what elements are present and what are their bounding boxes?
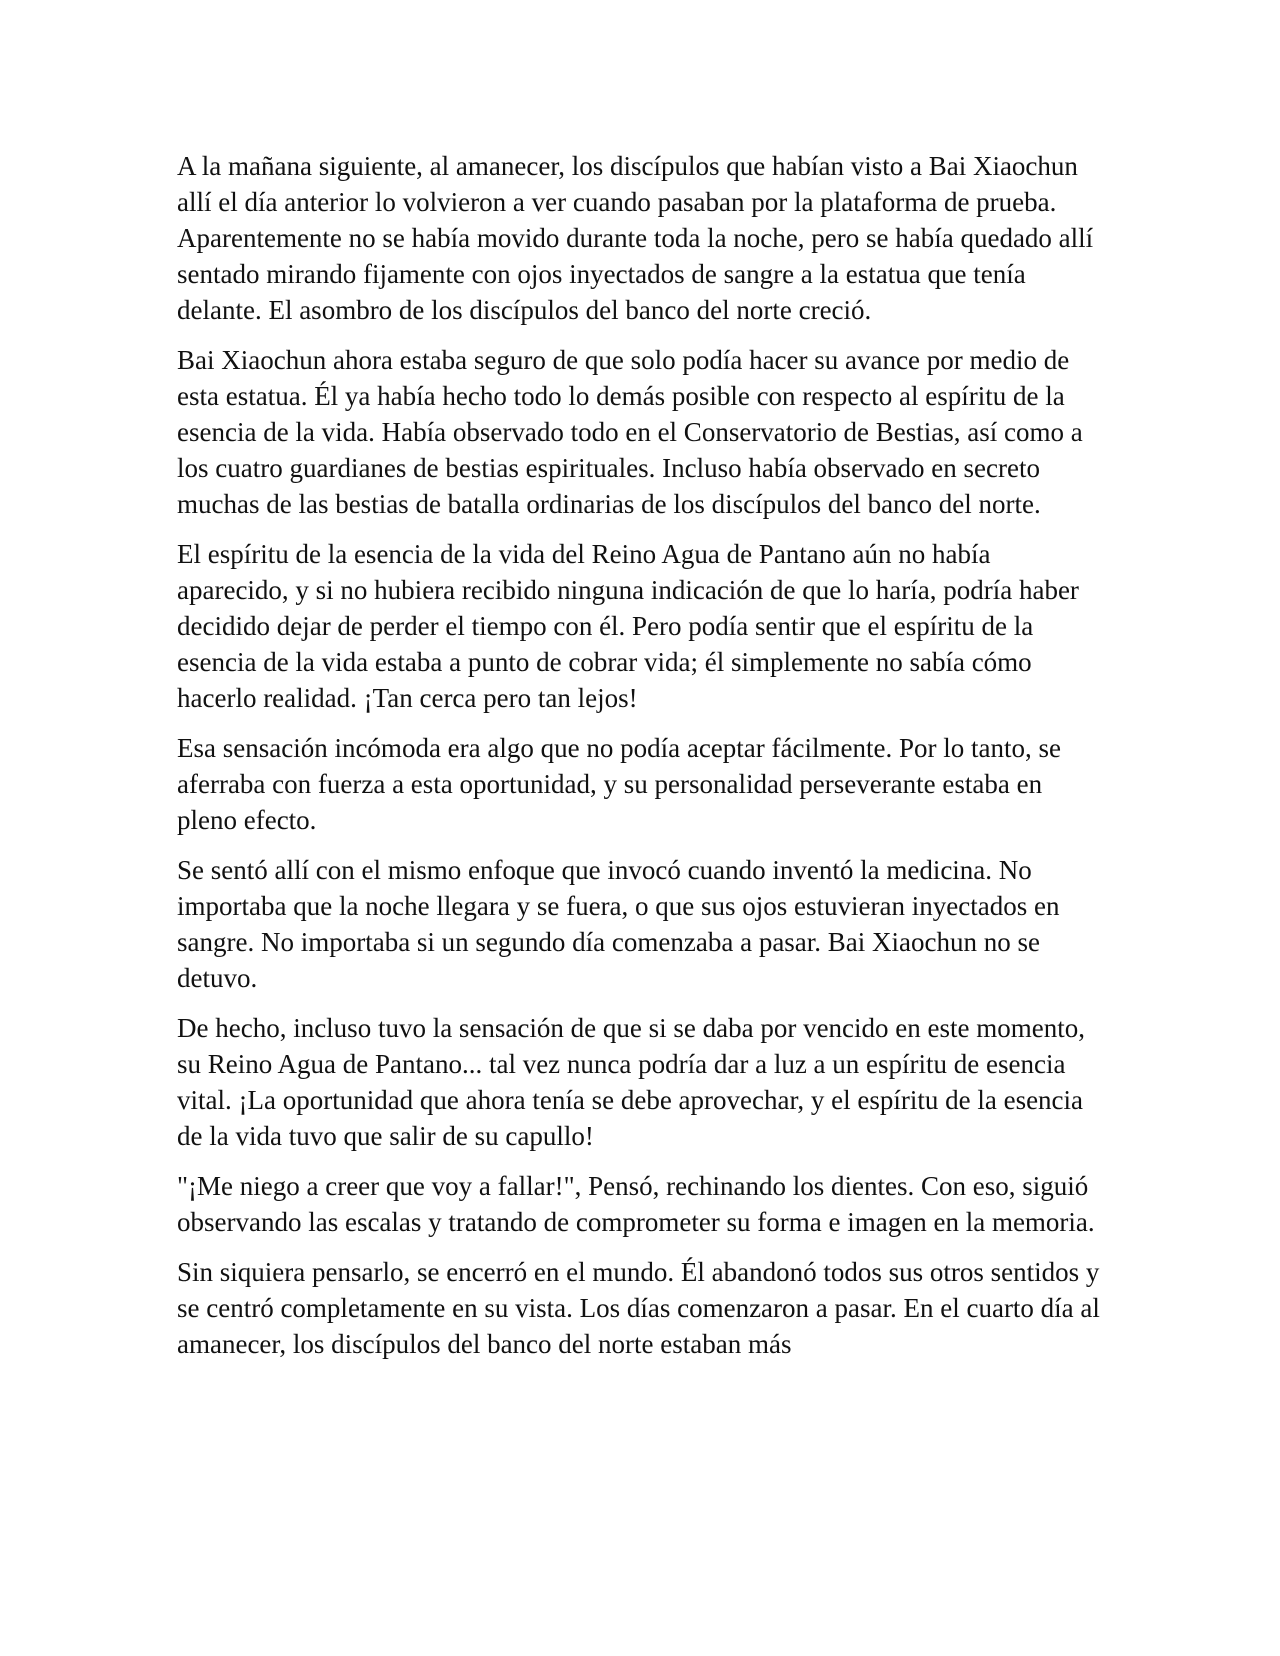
- paragraph-2: Bai Xiaochun ahora estaba seguro de que solo podía hacer su avance por medio de esta estatua. Él ya había hecho todo lo demás posible con respecto al espíritu de la esencia de la vida. Había observado todo en el Conservatorio de Bestias, así como a los cuatro guardianes de bestias espirituales. Incluso había observado en secreto muchas de las bestias de batalla ordinarias de los discípulos del banco del norte.: [177, 345, 1083, 519]
- paragraph-7: "¡Me niego a creer que voy a fallar!", Pensó, rechinando los dientes. Con eso, siguió observando las escalas y tratando de comprometer su forma e imagen en la memoria.: [177, 1171, 1095, 1237]
- paragraph-1: A la mañana siguiente, al amanecer, los discípulos que habían visto a Bai Xiaochun allí el día anterior lo volvieron a ver cuando pasaban por la plataforma de prueba. Aparentemente no se había movido durante toda la noche, pero se había quedado allí sentado mirando fijamente con ojos inyectados de sangre a la estatua que tenía delante. El asombro de los discípulos del banco del norte creció.: [177, 151, 1094, 325]
- paragraph-8: Sin siquiera pensarlo, se encerró en el mundo. Él abandonó todos sus otros sentidos y se centró completamente en su vista. Los días comenzaron a pasar. En el cuarto día al amanecer, los discípulos del banco del norte estaban más: [177, 1257, 1100, 1359]
- paragraph-6: De hecho, incluso tuvo la sensación de que si se daba por vencido en este momento, su Reino Agua de Pantano... tal vez nunca podría dar a luz a un espíritu de esencia vital. ¡La oportunidad que ahora tenía se debe aprovechar, y el espíritu de la esencia de la vida tuvo que salir de su capullo!: [177, 1013, 1085, 1151]
- document-body: [177, 148, 1107, 1376]
- paragraph-5: Se sentó allí con el mismo enfoque que invocó cuando inventó la medicina. No importaba que la noche llegara y se fuera, o que sus ojos estuvieran inyectados en sangre. No importaba si un segundo día comenzaba a pasar. Bai Xiaochun no se detuvo.: [177, 855, 1060, 993]
- paragraph-3: El espíritu de la esencia de la vida del Reino Agua de Pantano aún no había aparecido, y si no hubiera recibido ninguna indicación de que lo haría, podría haber decidido dejar de perder el tiempo con él. Pero podía sentir que el espíritu de la esencia de la vida estaba a punto de cobrar vida; él simplemente no sabía cómo hacerlo realidad. ¡Tan cerca pero tan lejos!: [177, 539, 1079, 713]
- paragraph-4: Esa sensación incómoda era algo que no podía aceptar fácilmente. Por lo tanto, se aferraba con fuerza a esta oportunidad, y su personalidad perseverante estaba en pleno efecto.: [177, 733, 1061, 835]
